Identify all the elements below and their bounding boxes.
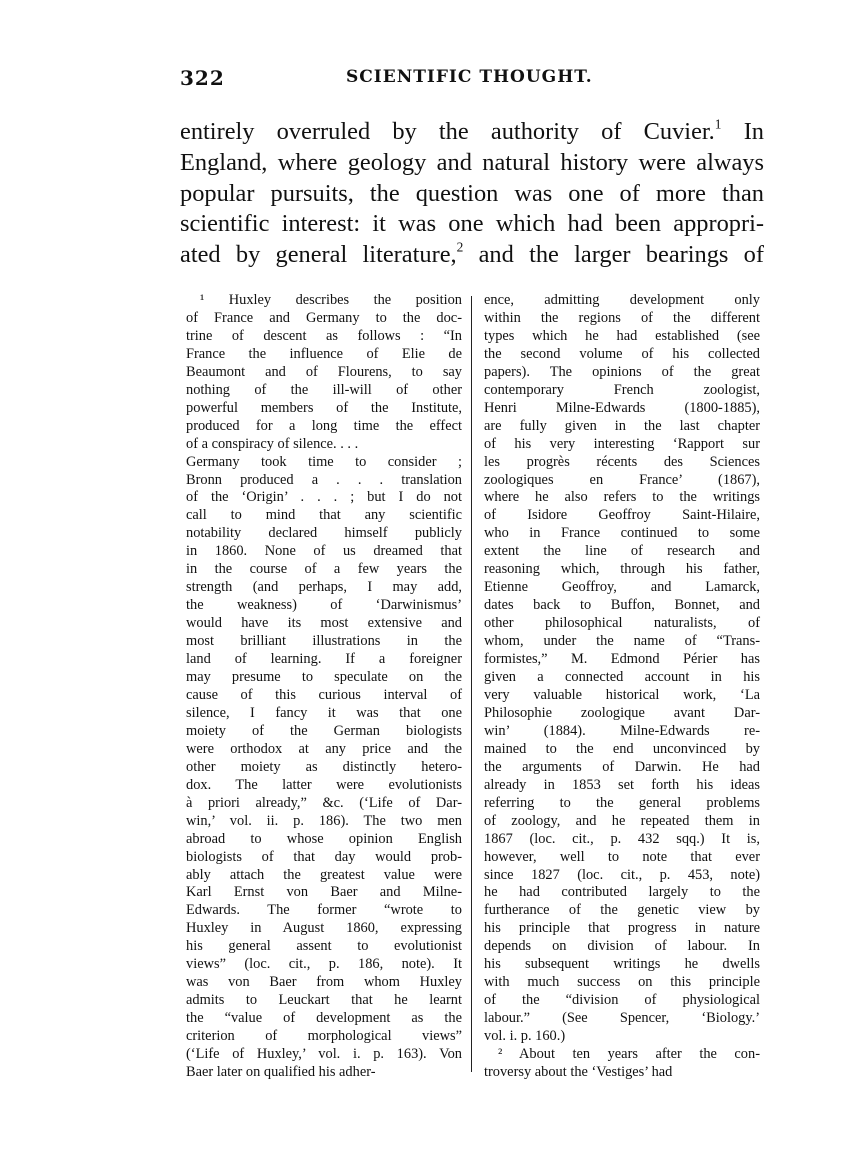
footnote-line: of a conspiracy of silence. . . . bbox=[186, 435, 359, 452]
footnote-line: Huxley in August 1860, expressing bbox=[186, 920, 462, 937]
footnote-line: formistes,” M. Edmond Périer has bbox=[484, 651, 760, 668]
footnote-line: of zoology, and he repeated them in bbox=[484, 812, 760, 829]
footnote-line: powerful members of the Institute, bbox=[186, 399, 462, 416]
footnote-line: notability declared himself publicly bbox=[186, 525, 462, 542]
footnote-line: may presume to speculate on the bbox=[186, 669, 462, 686]
footnote-line: his principle that progress in nature bbox=[484, 920, 760, 937]
footnote-line: strength (and perhaps, I may add, bbox=[186, 579, 462, 596]
page-number: 322 bbox=[180, 66, 225, 90]
footnote-line: Beaumont and of Flourens, to say bbox=[186, 363, 462, 380]
footnote-column-left bbox=[186, 292, 462, 1082]
footnote-line: Bronn produced a . . . translation bbox=[186, 471, 462, 488]
footnote-line: in 1860. None of us dreamed that bbox=[186, 543, 462, 560]
footnote-line: Germany took time to consider ; bbox=[186, 453, 462, 470]
footnote-line: France the influence of Elie de bbox=[186, 345, 462, 362]
footnote-line: trine of descent as follows : “In bbox=[186, 327, 462, 344]
footnote-line: labour.” (See Spencer, ‘Biology.’ bbox=[484, 1010, 760, 1027]
footnote-line: (‘Life of Huxley,’ vol. i. p. 163). Von bbox=[186, 1046, 462, 1063]
body-line: scientific interest: it was one which had been appropri- bbox=[180, 210, 764, 238]
footnote-line: cause of this curious interval of bbox=[186, 686, 462, 703]
footnote-line: silence, I fancy it was that one bbox=[186, 704, 462, 721]
body-line: ated by general literature,$^2$ and the larger bearings of bbox=[180, 239, 764, 269]
footnote-line: Baer later on qualified his adher- bbox=[186, 1063, 376, 1080]
footnote-line: produced for a long time the effect bbox=[186, 417, 462, 434]
footnote-line: the arguments of Darwin. He had bbox=[484, 758, 760, 775]
footnote-line: Karl Ernst von Baer and Milne- bbox=[186, 884, 462, 901]
footnote-line: views” (loc. cit., p. 186, note). It bbox=[186, 956, 462, 973]
footnote-line: in the course of a few years the bbox=[186, 561, 462, 578]
body-line: England, where geology and natural history were always bbox=[180, 148, 764, 176]
footnote-line: other philosophical naturalists, of bbox=[484, 615, 760, 632]
footnote-line: troversy about the ‘Vestiges’ had bbox=[484, 1063, 673, 1080]
footnote-line: ence, admitting development only bbox=[484, 292, 760, 308]
footnote-line: types which he had established (see bbox=[484, 327, 760, 344]
footnote-line: already in 1853 set forth his ideas bbox=[484, 776, 760, 793]
footnote-line: admits to Leuckart that he learnt bbox=[186, 992, 462, 1009]
footnote-line: referring to the general problems bbox=[484, 794, 760, 811]
footnote-line: Philosophie zoologique avant Dar- bbox=[484, 704, 760, 721]
footnote-line: with much success on this principle bbox=[484, 974, 760, 991]
running-head bbox=[180, 66, 766, 92]
footnote-line: ably attach the greatest value were bbox=[186, 866, 462, 883]
footnote-line: criterion of morphological views” bbox=[186, 1028, 462, 1045]
footnote-line: à priori already,” &c. (‘Life of Dar- bbox=[186, 794, 462, 811]
body-line: entirely overruled by the authority of Cuvier.$^1$ In bbox=[180, 116, 765, 145]
footnote-line: were orthodox at any price and the bbox=[186, 740, 462, 757]
footnote-line: win,’ vol. ii. p. 186). The two men bbox=[186, 812, 462, 829]
footnote-line: would have its most extensive and bbox=[186, 615, 462, 632]
footnote-line: of France and Germany to the doc- bbox=[186, 309, 462, 326]
footnote-line: of Isidore Geoffroy Saint-Hilaire, bbox=[484, 507, 760, 524]
footnote-line: very valuable historical work, ‘La bbox=[484, 686, 760, 703]
footnote-line: of the “division of physiological bbox=[484, 992, 760, 1009]
footnote-line: depends on division of labour. In bbox=[484, 938, 760, 955]
footnote-line: zoologiques en France’ (1867), bbox=[484, 471, 760, 488]
footnote-line: the weakness) of ‘Darwinismus’ bbox=[186, 597, 462, 614]
footnote-line: he had contributed largely to the bbox=[484, 884, 760, 901]
footnote-column-right bbox=[484, 292, 760, 1082]
footnote-line: abroad to whose opinion English bbox=[186, 830, 462, 847]
footnote-line: land of learning. If a foreigner bbox=[186, 651, 462, 668]
footnote-line: moiety of the German biologists bbox=[186, 722, 462, 739]
footnote-line: vol. i. p. 160.) bbox=[484, 1028, 566, 1045]
footnote-line: whom, under the name of “Trans- bbox=[484, 633, 760, 650]
footnote-line: ² About ten years after the con- bbox=[498, 1046, 760, 1063]
footnote-line: are fully given in the last chapter bbox=[484, 417, 760, 434]
footnote-line: furtherance of the genetic view by bbox=[484, 902, 760, 919]
body-paragraph bbox=[180, 117, 764, 271]
footnote-line: dox. The latter were evolutionists bbox=[186, 776, 462, 793]
footnote-line: call to mind that any scientific bbox=[186, 507, 462, 524]
footnote-line: his subsequent writings he dwells bbox=[484, 956, 760, 973]
body-line: popular pursuits, the question was one of more than bbox=[180, 179, 764, 207]
footnote-line: his general assent to evolutionist bbox=[186, 938, 462, 955]
footnote-line: the “value of development as the bbox=[186, 1010, 462, 1027]
footnote-line: papers). The opinions of the great bbox=[484, 363, 760, 380]
footnote-line: was von Baer from whom Huxley bbox=[186, 974, 462, 991]
footnote-line: Henri Milne-Edwards (1800-1885), bbox=[484, 399, 760, 416]
footnote-line: reasoning which, through his father, bbox=[484, 561, 760, 578]
footnote-ref-1: 1 bbox=[714, 116, 722, 132]
footnote-line: extent the line of research and bbox=[484, 543, 760, 560]
footnote-line: of his very interesting ‘Rapport sur bbox=[484, 435, 760, 452]
footnote-ref-2: 2 bbox=[456, 239, 464, 255]
footnote-line: of the ‘Origin’ . . . ; but I do not bbox=[186, 489, 462, 506]
footnote-line: who in France continued to some bbox=[484, 525, 760, 542]
footnote-line: dates back to Buffon, Bonnet, and bbox=[484, 597, 760, 614]
footnote-line: since 1827 (loc. cit., p. 453, note) bbox=[484, 866, 760, 883]
footnote-line: les progrès récents des Sciences bbox=[484, 453, 760, 470]
footnote-line: contemporary French zoologist, bbox=[484, 381, 760, 398]
footnote-line: Etienne Geoffroy, and Lamarck, bbox=[484, 579, 760, 596]
footnote-line: mained to the end unconvinced by bbox=[484, 740, 760, 757]
footnote-line: nothing of the ill-will of other bbox=[186, 381, 462, 398]
footnote-line: the second volume of his collected bbox=[484, 345, 760, 362]
footnotes bbox=[186, 292, 766, 1082]
footnote-line: win’ (1884). Milne-Edwards re- bbox=[484, 722, 760, 739]
footnote-line: Edwards. The former “wrote to bbox=[186, 902, 462, 919]
footnote-line: biologists of that day would prob- bbox=[186, 848, 462, 865]
footnote-line: ¹ Huxley describes the position bbox=[200, 292, 462, 308]
footnote-line: however, well to note that ever bbox=[484, 848, 760, 865]
footnote-line: within the regions of the different bbox=[484, 309, 760, 326]
footnote-line: other moiety as distinctly hetero- bbox=[186, 758, 462, 775]
column-divider bbox=[471, 296, 472, 1072]
footnote-line: given a connected account in his bbox=[484, 669, 760, 686]
footnote-line: 1867 (loc. cit., p. 432 sqq.) It is, bbox=[484, 830, 760, 847]
footnote-line: where he also refers to the writings bbox=[484, 489, 760, 506]
running-title: SCIENTIFIC THOUGHT. bbox=[346, 67, 593, 87]
footnote-line: most brilliant illustrations in the bbox=[186, 633, 462, 650]
